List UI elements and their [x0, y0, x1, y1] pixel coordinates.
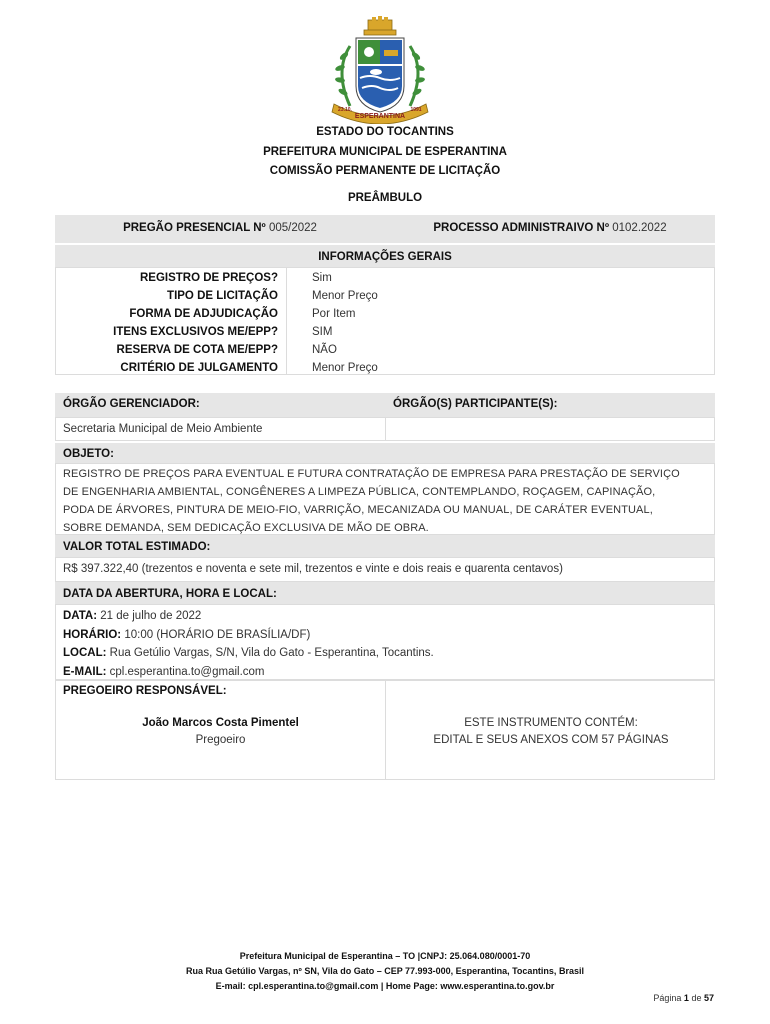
pregao-label: PREGÃO PRESENCIAL Nº [123, 222, 266, 234]
pagination-current: 1 [683, 993, 689, 1003]
processo-value: 0102.2022 [612, 222, 667, 234]
valor-value-cell [55, 557, 715, 582]
orgao-header-bar [55, 393, 715, 417]
valor-label: VALOR TOTAL ESTIMADO: [63, 541, 211, 553]
pregoeiro-label: PREGOEIRO RESPONSÁVEL: [63, 685, 227, 697]
abertura-local: LOCAL: Rua Getúlio Vargas, S/N, Vila do Gato - Esperantina, Tocantins. [63, 647, 434, 659]
info-label: FORMA DE ADJUDICAÇÃO [129, 308, 278, 320]
crest-year-left: 23.10. [338, 107, 352, 113]
pregao-field [55, 222, 385, 234]
pregoeiro-section [55, 680, 715, 780]
info-value: Sim [312, 272, 332, 284]
footer-line3: E-mail: cpl.esperantina.to@gmail.com | Home Page: www.esperantina.to.gov.br [215, 981, 555, 991]
info-label: ITENS EXCLUSIVOS ME/EPP? [113, 326, 278, 338]
pagination [653, 993, 714, 1003]
crest-year-right: 1991 [410, 107, 422, 113]
info-value: SIM [312, 326, 333, 338]
valor-value: R$ 397.322,40 (trezentos e noventa e sete mil, trezentos e vinte e dois reais e quarenta centavos) [63, 563, 563, 575]
abertura-header-bar [55, 582, 715, 604]
pregao-processo-bar [55, 215, 715, 243]
abertura-data: DATA: 21 de julho de 2022 [63, 610, 202, 622]
abertura-horario: HORÁRIO: 10:00 (HORÁRIO DE BRASÍLIA/DF) [63, 628, 311, 641]
header-commission: COMISSÃO PERMANENTE DE LICITAÇÃO [269, 165, 501, 177]
pregoeiro-role: Pregoeiro [195, 734, 246, 746]
objeto-label: OBJETO: [63, 448, 114, 460]
pregoeiro-name: João Marcos Costa Pimentel [142, 717, 299, 729]
objeto-text [55, 463, 715, 535]
objeto-line: REGISTRO DE PREÇOS PARA EVENTUAL E FUTURA CONTRATAÇÃO DE EMPRESA PARA PRESTAÇÃO DE SERVIÇO [63, 468, 680, 480]
instrumento-line2: EDITAL E SEUS ANEXOS COM 57 PÁGINAS [433, 734, 669, 746]
processo-field [385, 222, 715, 234]
info-title: INFORMAÇÕES GERAIS [318, 251, 452, 263]
preambulo-title: PREÂMBULO [347, 192, 423, 204]
footer-line2: Rua Rua Getúlio Vargas, nº SN, Vila do Gato – CEP 77.993-000, Esperantina, Tocantins, Brasil [186, 966, 584, 976]
objeto-line: DE ENGENHARIA AMBIENTAL, CONGÊNERES A LIMPEZA PÚBLICA, CONTEMPLANDO, ROÇAGEM, CAPINAÇÃO, [63, 486, 656, 498]
abertura-email: E-MAIL: cpl.esperantina.to@gmail.com [63, 665, 265, 678]
objeto-line: PODA DE ÁRVORES, PINTURA DE MEIO-FIO, VARRIÇÃO, MECANIZADA OU MANUAL, DE CARÁTER EVENTUAL, [63, 504, 653, 516]
pagination-prefix: Página [653, 993, 682, 1003]
abertura-details [55, 604, 715, 680]
info-value: Por Item [312, 308, 356, 320]
crest-banner-text: ESPERANTINA [354, 113, 406, 120]
info-value: Menor Preço [312, 362, 378, 374]
footer-line1: Prefeitura Municipal de Esperantina – TO |CNPJ: 25.064.080/0001-70 [239, 951, 531, 961]
municipal-crest-icon [320, 16, 440, 124]
abertura-label: DATA DA ABERTURA, HORA E LOCAL: [63, 588, 277, 600]
orgao-gerenciador-value: Secretaria Municipal de Meio Ambiente [63, 423, 263, 435]
orgao-gerenciador-label: ÓRGÃO GERENCIADOR: [63, 398, 200, 410]
instrumento-line1: ESTE INSTRUMENTO CONTÉM: [464, 717, 638, 729]
valor-header-bar [55, 535, 715, 557]
header-state: ESTADO DO TOCANTINS [316, 126, 454, 138]
orgao-participante-label: ÓRGÃO(S) PARTICIPANTE(S): [393, 398, 558, 410]
info-table [55, 267, 715, 375]
info-label: RESERVA DE COTA ME/EPP? [116, 344, 278, 356]
processo-label: PROCESSO ADMINISTRAIVO Nº [433, 222, 610, 234]
pregao-value: 005/2022 [268, 222, 317, 234]
info-value: Menor Preço [312, 290, 378, 302]
info-title-bar [55, 245, 715, 267]
objeto-header-bar [55, 443, 715, 463]
objeto-line: SOBRE DEMANDA, SEM DEDICAÇÃO EXCLUSIVA DE MÃO DE OBRA. [63, 522, 429, 534]
info-label: CRITÉRIO DE JULGAMENTO [120, 362, 278, 374]
header-prefecture: PREFEITURA MUNICIPAL DE ESPERANTINA [263, 146, 507, 158]
info-label: TIPO DE LICITAÇÃO [167, 290, 278, 302]
info-value: NÃO [312, 344, 337, 356]
pagination-middle: de [691, 993, 702, 1003]
info-label: REGISTRO DE PREÇOS? [139, 272, 278, 284]
pagination-total: 57 [703, 993, 714, 1003]
orgao-values [55, 417, 715, 441]
